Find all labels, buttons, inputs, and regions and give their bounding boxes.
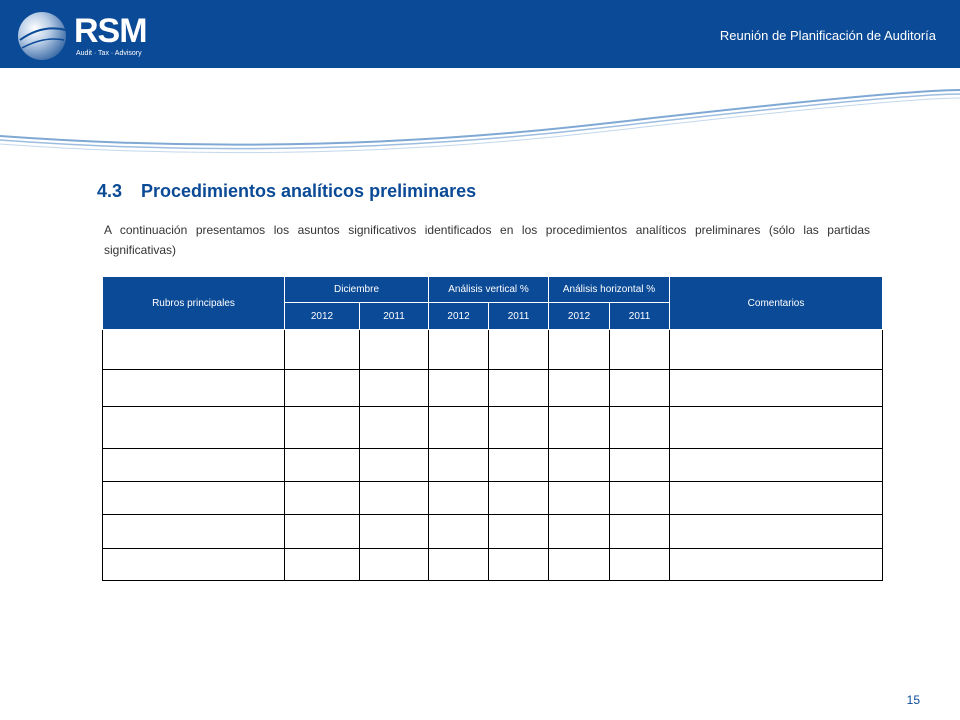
table-cell	[489, 515, 549, 549]
table-cell	[285, 370, 360, 407]
table-cell	[670, 482, 883, 515]
table-cell	[549, 370, 610, 407]
table-cell	[489, 330, 549, 370]
header-year: 2011	[489, 303, 549, 330]
table-cell	[429, 449, 489, 482]
table-cell	[360, 370, 429, 407]
header-row-groups	[103, 277, 883, 303]
table-cell	[610, 515, 670, 549]
header-year: 2012	[549, 303, 610, 330]
table-cell	[549, 482, 610, 515]
table-cell	[549, 407, 610, 449]
analysis-table	[102, 276, 883, 581]
table-cell	[670, 407, 883, 449]
table-cell	[429, 482, 489, 515]
table-cell	[285, 482, 360, 515]
table-cell	[103, 549, 285, 581]
table-cell	[360, 407, 429, 449]
table-cell	[103, 449, 285, 482]
table-row	[103, 549, 883, 581]
globe-icon	[16, 10, 68, 62]
header-year: 2011	[610, 303, 670, 330]
table-row	[103, 515, 883, 549]
table-cell	[670, 370, 883, 407]
intro-paragraph: A continuación presentamos los asuntos significativos identificados en los procedimientos analíticos preliminares (sólo las partidas significativas)	[104, 223, 870, 257]
logo-wordmark: RSM	[74, 12, 147, 50]
table-cell	[103, 407, 285, 449]
rsm-logo	[16, 10, 156, 62]
table-cell	[489, 370, 549, 407]
table-cell	[670, 330, 883, 370]
table-cell	[429, 370, 489, 407]
header-year: 2011	[360, 303, 429, 330]
table-row	[103, 449, 883, 482]
table-row	[103, 407, 883, 449]
table-cell	[285, 515, 360, 549]
table-cell	[360, 482, 429, 515]
table-cell	[429, 515, 489, 549]
table-cell	[610, 330, 670, 370]
header-comentarios: Comentarios	[670, 277, 883, 330]
table-cell	[360, 549, 429, 581]
table-cell	[360, 515, 429, 549]
decorative-swoosh	[0, 80, 960, 160]
table-cell	[549, 449, 610, 482]
header-year: 2012	[285, 303, 360, 330]
table-cell	[489, 482, 549, 515]
table-cell	[103, 330, 285, 370]
table-cell	[489, 449, 549, 482]
table-cell	[285, 549, 360, 581]
section-heading	[97, 180, 476, 202]
table-cell	[610, 482, 670, 515]
header-rubros: Rubros principales	[103, 277, 285, 330]
header-bar	[0, 0, 960, 68]
table-row	[103, 370, 883, 407]
table-cell	[285, 407, 360, 449]
table-row	[103, 482, 883, 515]
header-analisis-vertical: Análisis vertical %	[429, 277, 549, 303]
presentation-title: Reunión de Planificación de Auditoría	[719, 28, 936, 43]
table-cell	[610, 549, 670, 581]
table-cell	[489, 549, 549, 581]
table-cell	[670, 449, 883, 482]
table-cell	[610, 370, 670, 407]
header-analisis-horizontal: Análisis horizontal %	[549, 277, 670, 303]
table-cell	[610, 449, 670, 482]
header-year: 2012	[429, 303, 489, 330]
logo-tagline: Audit · Tax · Advisory	[76, 50, 142, 57]
table-cell	[489, 407, 549, 449]
header-diciembre: Diciembre	[285, 277, 429, 303]
table-cell	[610, 407, 670, 449]
page-number: 15	[906, 693, 920, 707]
table-cell	[285, 449, 360, 482]
table-cell	[549, 515, 610, 549]
table-cell	[429, 549, 489, 581]
table-cell	[670, 549, 883, 581]
table-cell	[360, 330, 429, 370]
table-cell	[360, 449, 429, 482]
table-cell	[103, 515, 285, 549]
table-cell	[549, 549, 610, 581]
table-cell	[285, 330, 360, 370]
section-title-text: Procedimientos analíticos preliminares	[141, 181, 477, 201]
table-cell	[549, 330, 610, 370]
table-cell	[429, 407, 489, 449]
table-cell	[670, 515, 883, 549]
table-cell	[103, 370, 285, 407]
table-body	[103, 330, 883, 581]
table-cell	[103, 482, 285, 515]
table-row	[103, 330, 883, 370]
section-number: 4.3	[97, 181, 123, 201]
table-cell	[429, 330, 489, 370]
